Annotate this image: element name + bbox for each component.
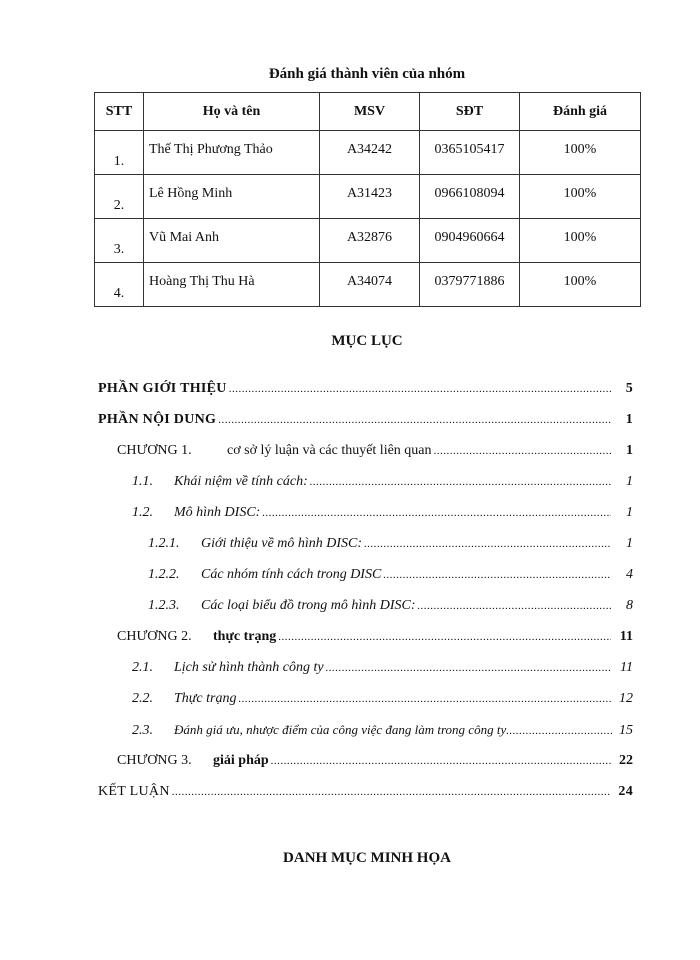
toc-leader (506, 725, 613, 737)
cell-msv: A34074 (320, 263, 420, 307)
illustrations-title: DANH MỤC MINH HỌA (283, 850, 451, 866)
cell-name: Hoàng Thị Thu Hà (144, 263, 320, 307)
toc-leader (310, 476, 611, 488)
toc-leader (364, 538, 611, 550)
cell-rating: 100% (520, 131, 641, 175)
toc-leader (383, 569, 611, 581)
toc-entry-chapter-2[interactable]: CHƯƠNG 2. thực trạng ..... 11 (117, 629, 633, 649)
cell-msv: A34242 (320, 131, 420, 175)
toc-entry-2-3[interactable]: 2.3. Đánh giá ưu, nhược điểm của công việc đang làm trong công ty ..... 15 (132, 722, 633, 742)
cell-stt: 1. (95, 131, 144, 175)
toc-entry-content[interactable]: PHẦN NỘI DUNG ..... 1 (98, 412, 633, 432)
header-sdt: SĐT (420, 93, 520, 131)
cell-name: Vũ Mai Anh (144, 219, 320, 263)
cell-name: Thế Thị Phương Thảo (144, 131, 320, 175)
toc-entry-conclusion[interactable]: KẾT LUẬN ..... 24 (98, 784, 633, 804)
toc-entry-chapter-1[interactable]: CHƯƠNG 1. cơ sở lý luận và các thuyết liên quan ..... 1 (117, 443, 633, 463)
table-row (95, 131, 641, 175)
toc-leader (434, 445, 611, 457)
toc-entry-1-2-2[interactable]: 1.2.2. Các nhóm tính cách trong DISC ..... 4 (148, 567, 633, 587)
toc-entry-chapter-3[interactable]: CHƯƠNG 3. giải pháp ..... 22 (117, 753, 633, 773)
member-table (94, 92, 641, 307)
cell-rating: 100% (520, 219, 641, 263)
cell-name: Lê Hồng Minh (144, 175, 320, 219)
toc-leader (326, 662, 611, 674)
toc-title: MỤC LỤC (331, 333, 403, 349)
toc-leader (218, 414, 611, 426)
table-row (95, 175, 641, 219)
cell-sdt: 0379771886 (420, 263, 520, 307)
toc-entry-2-2[interactable]: 2.2. Thực trạng ..... 12 (132, 691, 633, 711)
table-row (95, 219, 641, 263)
toc-entry-1-2-1[interactable]: 1.2.1. Giới thiệu về mô hình DISC: ..... 1 (148, 536, 633, 556)
toc-entry-1-2[interactable]: 1.2. Mô hình DISC: ..... 1 (132, 505, 633, 525)
table-header-row (95, 93, 641, 131)
cell-sdt: 0966108094 (420, 175, 520, 219)
toc-leader (229, 383, 611, 395)
toc-leader (238, 693, 611, 705)
header-msv: MSV (320, 93, 420, 131)
toc-entry-intro[interactable]: PHẦN GIỚI THIỆU ..... 5 (98, 381, 633, 401)
cell-sdt: 0365105417 (420, 131, 520, 175)
header-name: Họ và tên (144, 93, 320, 131)
cell-msv: A32876 (320, 219, 420, 263)
header-rating: Đánh giá (520, 93, 641, 131)
cell-stt: 3. (95, 219, 144, 263)
toc-leader (271, 755, 611, 767)
toc-entry-1-2-3[interactable]: 1.2.3. Các loại biểu đồ trong mô hình DISC: ..... 8 (148, 598, 633, 618)
cell-rating: 100% (520, 263, 641, 307)
toc-leader (172, 786, 611, 798)
member-table-title: Đánh giá thành viên của nhóm (268, 66, 466, 82)
toc-leader (262, 507, 611, 519)
toc-leader (278, 631, 611, 643)
header-stt: STT (95, 93, 144, 131)
cell-msv: A31423 (320, 175, 420, 219)
toc-entry-2-1[interactable]: 2.1. Lịch sử hình thành công ty ..... 11 (132, 660, 633, 680)
cell-stt: 2. (95, 175, 144, 219)
table-row (95, 263, 641, 307)
toc-leader (418, 600, 611, 612)
toc-entry-1-1[interactable]: 1.1. Khái niệm về tính cách: ..... 1 (132, 474, 633, 494)
cell-sdt: 0904960664 (420, 219, 520, 263)
cell-rating: 100% (520, 175, 641, 219)
cell-stt: 4. (95, 263, 144, 307)
